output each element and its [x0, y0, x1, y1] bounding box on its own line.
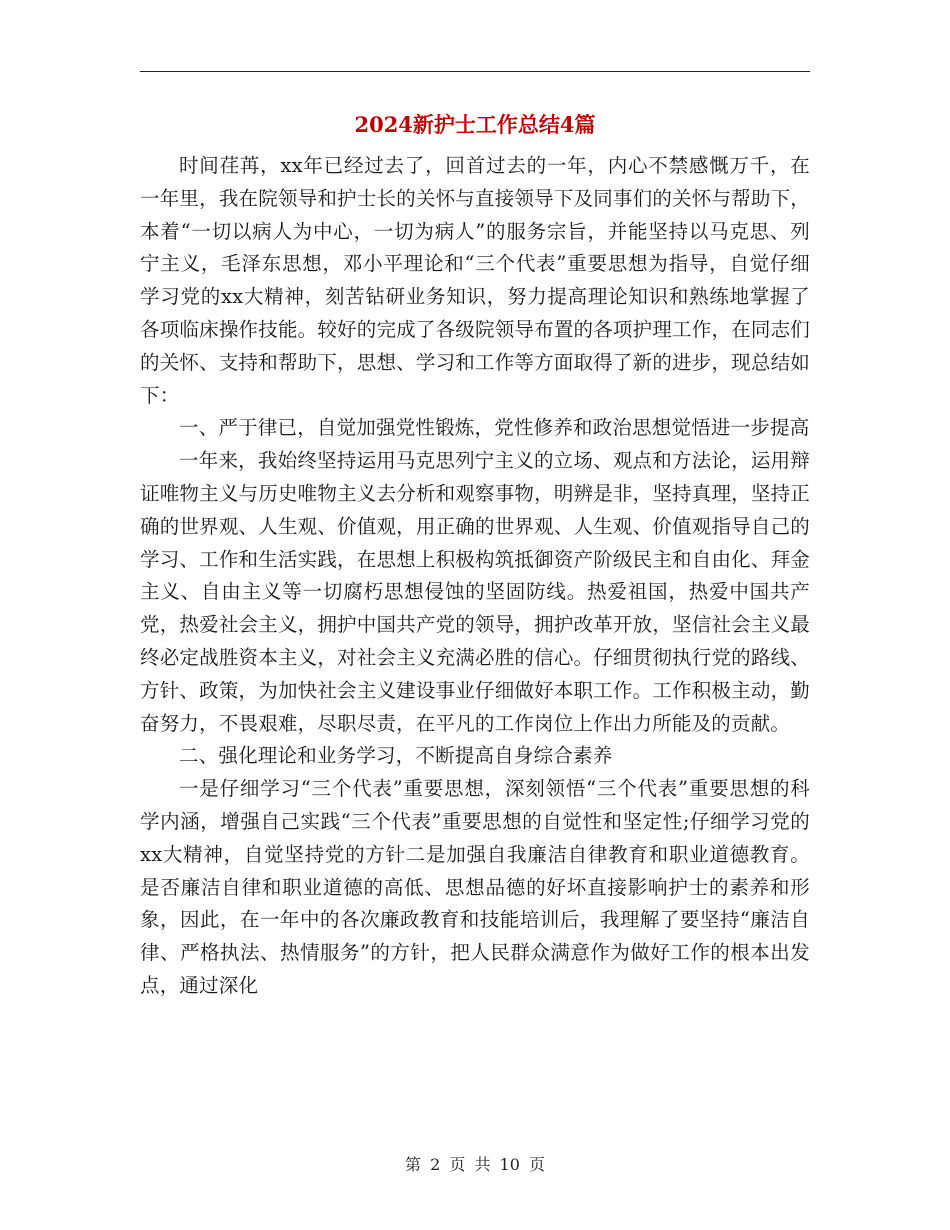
document-body	[140, 150, 810, 1003]
page-number-footer: 第 2 页 共 10 页	[405, 1155, 545, 1174]
header-rule	[140, 71, 810, 72]
paragraph-intro: 时间荏苒，xx年已经过去了，回首过去的一年，内心不禁感慨万千，在一年里，我在院领导和护士长的关怀与直接领导下及同事们的关怀与帮助下，本着“一切以病人为中心，一切为病人”的服务宗旨，并能坚持以马克思、列宁主义，毛泽东思想，邓小平理论和“三个代表”重要思想为指导，自觉仔细学习党的xx大精神，刻苦钻研业务知识，努力提高理论知识和熟练地掌握了各项临床操作技能。较好的完成了各级院领导布置的各项护理工作，在同志们的关怀、支持和帮助下，思想、学习和工作等方面取得了新的进步，现总结如下：	[140, 154, 810, 407]
section-heading-2: 二、强化理论和业务学习，不断提高自身综合素养	[179, 744, 613, 768]
section-heading-1: 一、严于律已，自觉加强党性锻炼，党性修养和政治思想觉悟进一步提高	[179, 416, 810, 440]
paragraph-section-2: 一是仔细学习“三个代表”重要思想，深刻领悟“三个代表”重要思想的科学内涵，增强自己实践“三个代表”重要思想的自觉性和坚定性;仔细学习党的xx大精神，自觉坚持党的方针二是加强自我廉洁自律教育和职业道德教育。是否廉洁自律和职业道德的高低、思想品德的好坏直接影响护士的素养和形象，因此，在一年中的各次廉政教育和技能培训后，我理解了要坚持“廉洁自律、严格执法、热情服务”的方针，把人民群众满意作为做好工作的根本出发点，通过深化	[140, 777, 810, 997]
paragraph-section-1: 一年来，我始终坚持运用马克思列宁主义的立场、观点和方法论，运用辩证唯物主义与历史唯物主义去分析和观察事物，明辨是非，坚持真理，坚持正确的世界观、人生观、价值观，用正确的世界观、人生观、价值观指导自己的学习、工作和生活实践，在思想上积极构筑抵御资产阶级民主和自由化、拜金主义、自由主义等一切腐朽思想侵蚀的坚固防线。热爱祖国，热爱中国共产党，热爱社会主义，拥护中国共产党的领导，拥护改革开放，坚信社会主义最终必定战胜资本主义，对社会主义充满必胜的信心。仔细贯彻执行党的路线、方针、政策，为加快社会主义建设事业仔细做好本职工作。工作积极主动，勤奋努力，不畏艰难，尽职尽责，在平凡的工作岗位上作出力所能及的贡献。	[140, 449, 810, 735]
document-title: 2024新护士工作总结4篇	[354, 112, 596, 137]
